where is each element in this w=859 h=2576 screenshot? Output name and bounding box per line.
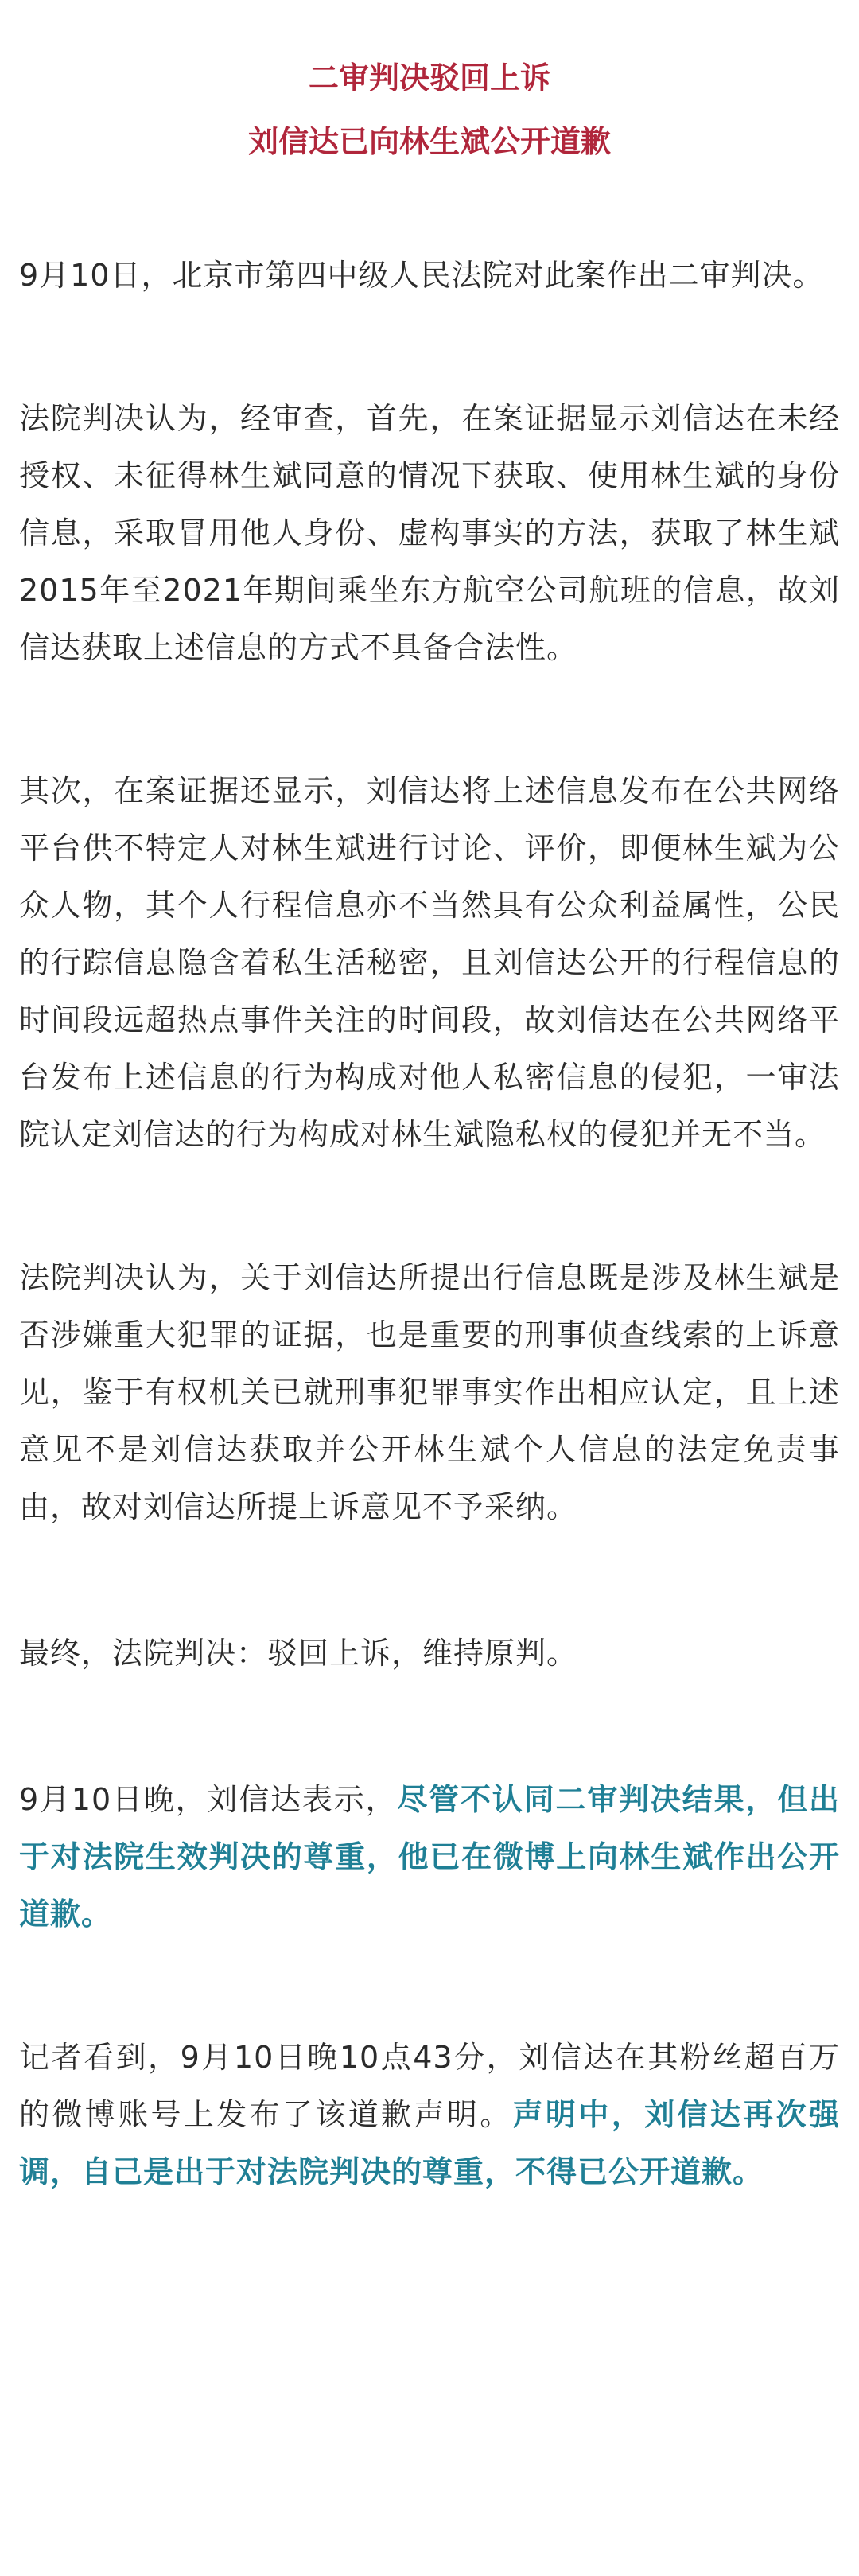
paragraph-6 bbox=[19, 1771, 840, 1943]
headline-line-2: 刘信达已向林生斌公开道歉 bbox=[247, 124, 611, 159]
paragraph-7-highlight: 声明中，刘信达再次强调，自己是出于对法院判决的尊重，不得已公开道歉。 bbox=[19, 2097, 840, 2189]
paragraph-1: 9月10日，北京市第四中级人民法院对此案作出二审判决。 bbox=[19, 258, 824, 293]
paragraph-3: 其次，在案证据还显示，刘信达将上述信息发布在公共网络平台供不特定人对林生斌进行讨论、评价，即便林生斌为公众人物，其个人行程信息亦不当然具有公众利益属性，公民的行踪信息隐含着私生活秘密，且刘信达公开的行程信息的时间段远超热点事件关注的时间段，故刘信达在公共网络平台发布上述信息的行为构成对他人私密信息的侵犯，一审法院认定刘信达的行为构成对林生斌隐私权的侵犯并无不当。 bbox=[19, 773, 840, 1152]
paragraph-6-highlight: 尽管不认同二审判决结果，但出于对法院生效判决的尊重，他已在微博上向林生斌作出公开道歉。 bbox=[19, 1782, 840, 1932]
paragraph-5: 最终，法院判决：驳回上诉，维持原判。 bbox=[19, 1636, 578, 1671]
paragraph-2: 法院判决认为，经审查，首先，在案证据显示刘信达在未经授权、未征得林生斌同意的情况下获取、使用林生斌的身份信息，采取冒用他人身份、虚构事实的方法，获取了林生斌2015年至2021年期间乘坐东方航空公司航班的信息，故刘信达获取上述信息的方式不具备合法性。 bbox=[19, 401, 840, 665]
paragraph-6-text: 9月10日晚，刘信达表示， bbox=[19, 1782, 398, 1817]
paragraph-7-text: 记者看到，9月10日晚10点43分，刘信达在其粉丝超百万的微博账号上发布了该道歉声明。 bbox=[19, 2040, 840, 2132]
headline-line-1: 二审判决驳回上诉 bbox=[308, 60, 550, 95]
paragraph-4: 法院判决认为，关于刘信达所提出行信息既是涉及林生斌是否涉嫌重大犯罪的证据，也是重要的刑事侦查线索的上诉意见，鉴于有权机关已就刑事犯罪事实作出相应认定，且上述意见不是刘信达获取并公开林生斌个人信息的法定免责事由，故对刘信达所提上诉意见不予采纳。 bbox=[19, 1260, 840, 1524]
paragraph-7 bbox=[19, 2029, 840, 2200]
